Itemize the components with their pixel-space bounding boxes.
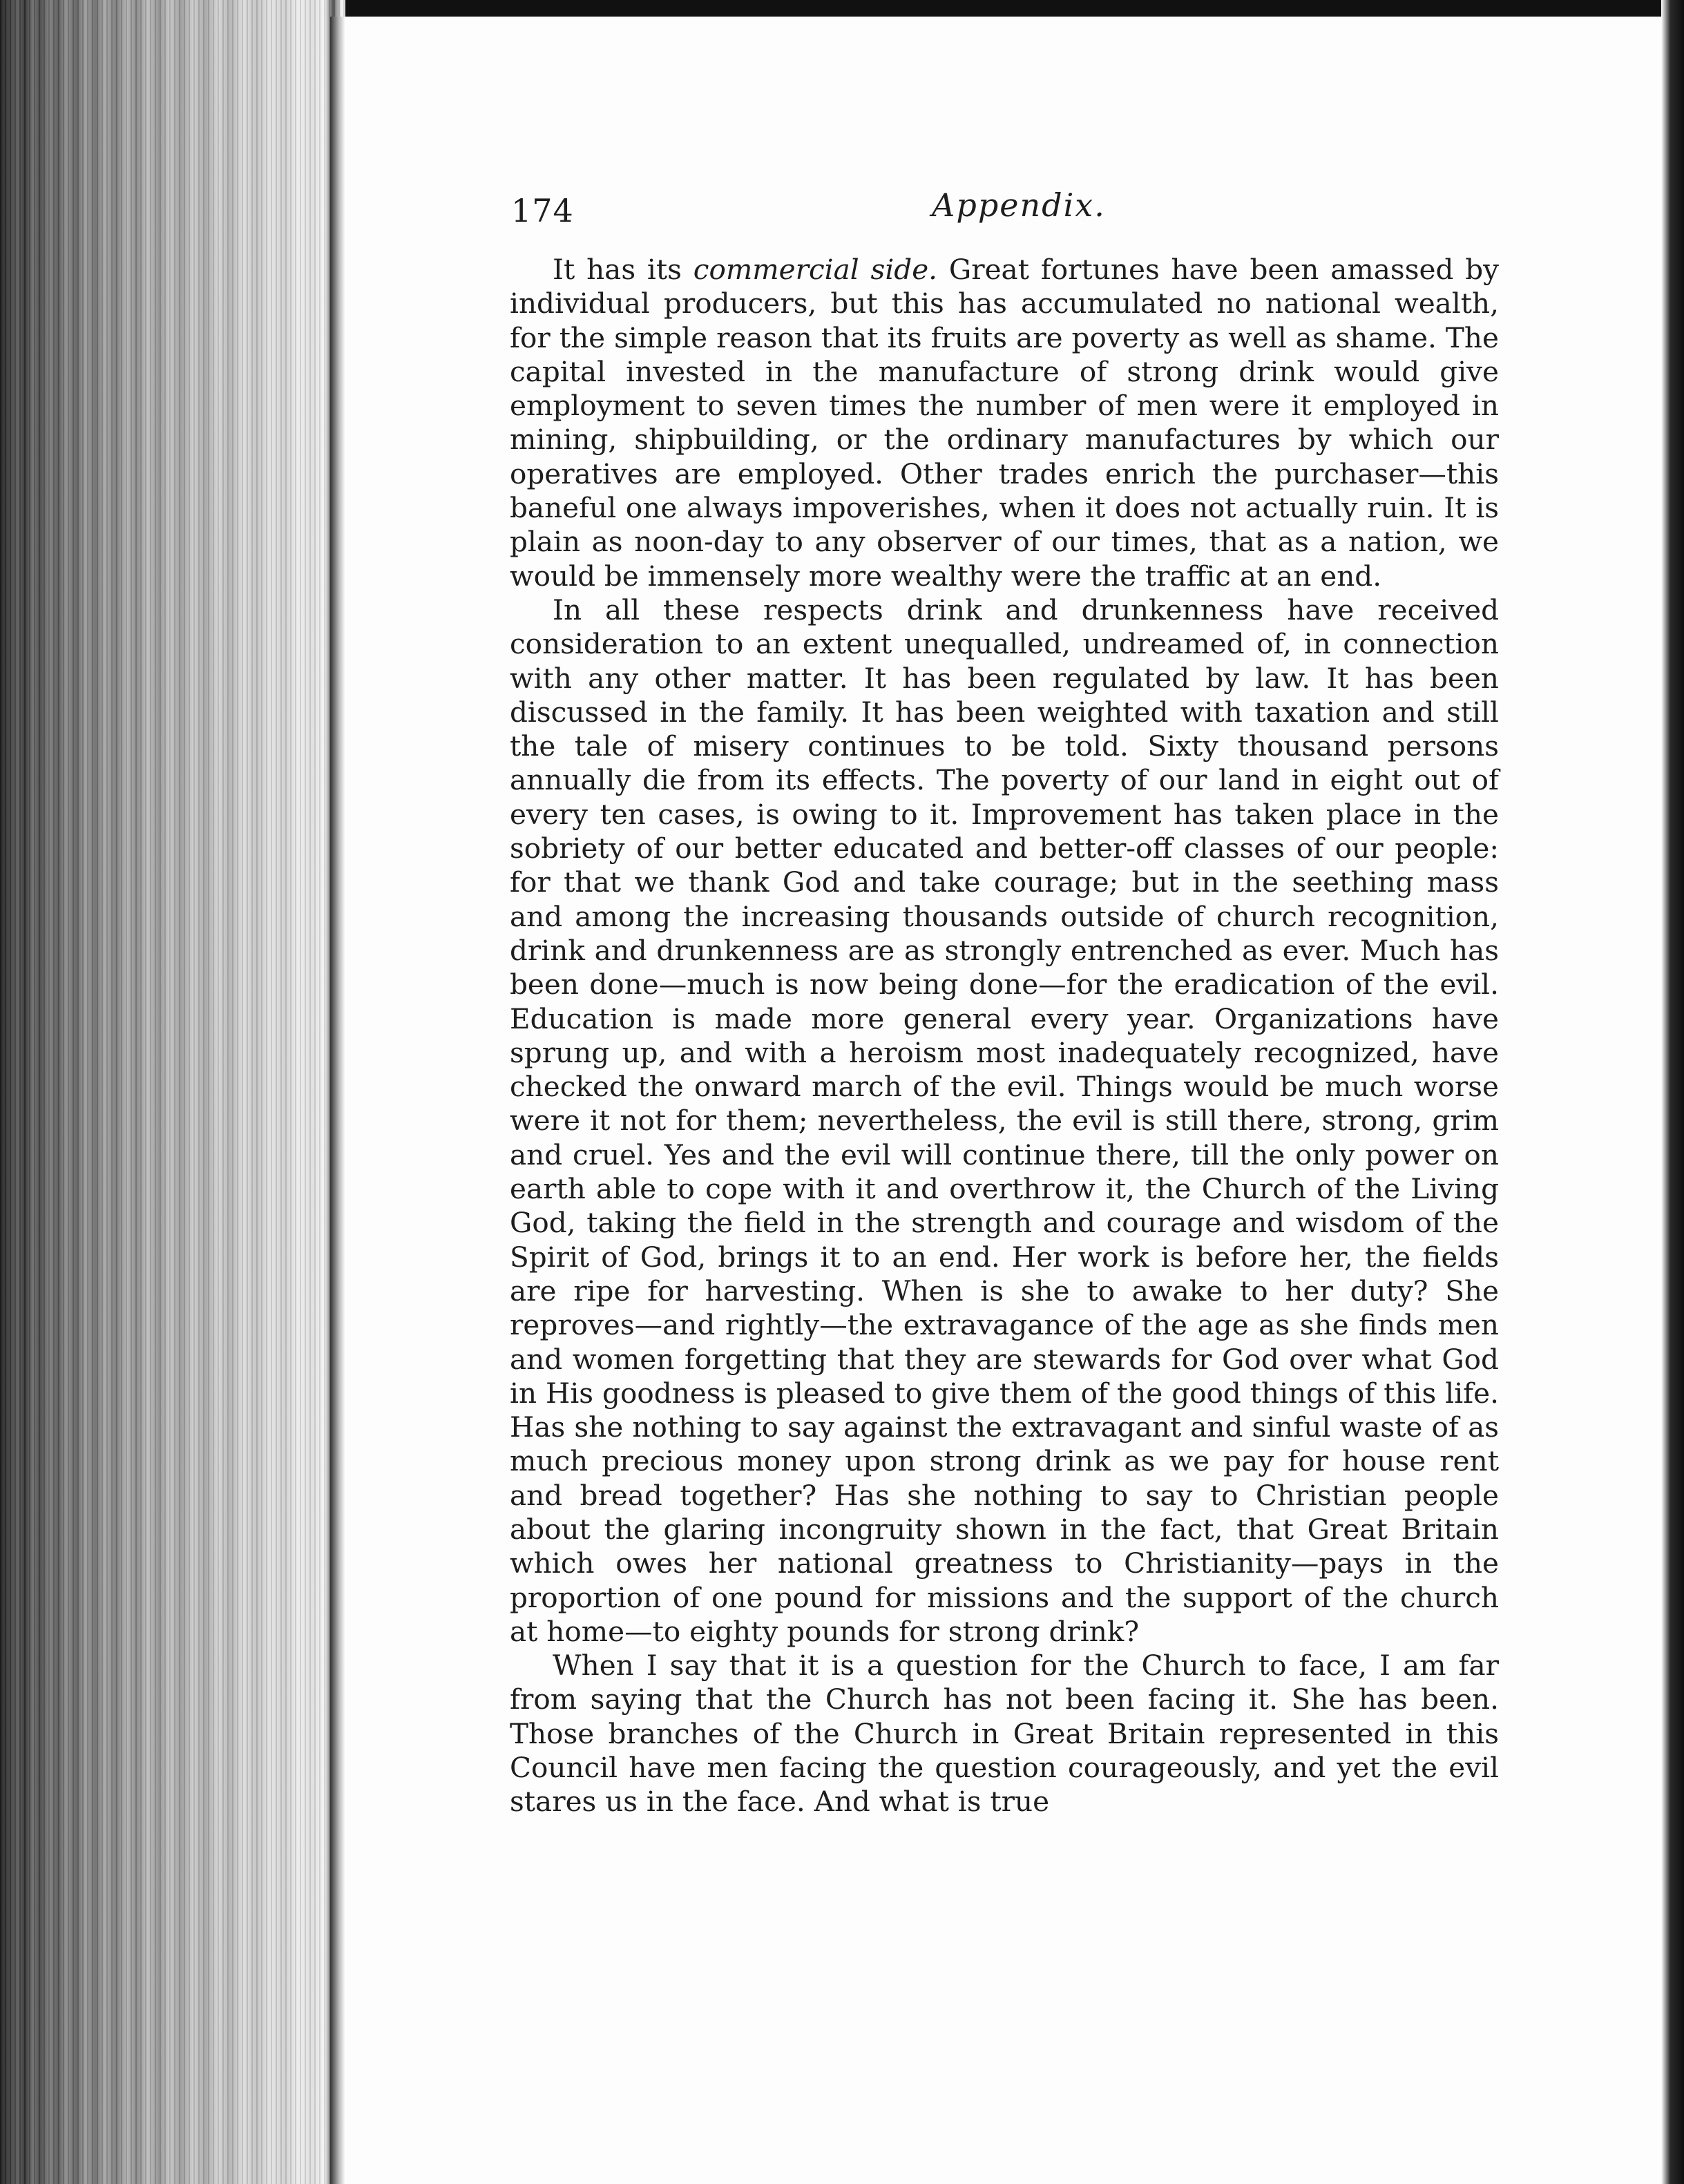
running-title: Appendix. (932, 186, 1106, 224)
paragraph-1 (510, 253, 1499, 593)
body-text (510, 253, 1499, 1819)
paragraph-1-text: Great fortunes have been amassed by individual producers, but this has accumulated no national wealth, for the simple reason that its fruits are poverty as well as shame. The capital invested in the manufacture of strong drink would give employment to seven times the number of men were it employed in mining, shipbuilding, or the ordinary manufactures by which our operatives are employed. Other trades enrich the purchaser—this baneful one always impoverishes, when it does not actually ruin. It is plain as noon-day to any observer of our times, that as a nation, we would be immensely more wealthy were the traffic at an end. (510, 253, 1500, 593)
paragraph-3: When I say that it is a question for the Church to face, I am far from saying that the Church has not been facing it. She has been. Those branches of the Church in Great Britain represented in this Council have men facing the question courageously, and yet the evil stares us in the face. And what is true (510, 1649, 1499, 1819)
paragraph-2: In all these respects drink and drunkenness have received consideration to an extent unequalled, undreamed of, in connection with any other matter. It has been regulated by law. It has been discussed in the family. It has been weighted with taxation and still the tale of misery continues to be told. Sixty thousand persons annually die from its effects. The poverty of our land in eight out of every ten cases, is owing to it. Improvement has taken place in the sobriety of our better educated and better-off classes of our people: for that we thank God and take courage; but in the seething mass and among the increasing thousands outside of church recognition, drink and drunkenness are as strongly entrenched as ever. Much has been done—much is now being done—for the eradication of the evil. Education is made more general every year. Organizations have sprung up, and with a heroism most inadequately recognized, have checked the onward march of the evil. Things would be much worse were it not for them; nevertheless, the evil is still there, strong, grim and cruel. Yes and the evil will continue there, till the only power on earth able to cope with it and overthrow it, the Church of the Living God, taking the field in the strength and courage and wisdom of the Spirit of God, brings it to an end. Her work is before her, the fields are ripe for harvesting. When is she to awake to her duty? She reproves—and rightly—the extravagance of the age as she finds men and women forgetting that they are stewards for God over what God in His goodness is pleased to give them of the good things of this life. Has she nothing to say against the extravagant and sinful waste of as much precious money upon strong drink as we pay for house rent and bread together? Has she nothing to say to Christian people about the glaring incongruity shown in the fact, that Great Britain which owes her national greatness to Christianity—pays in the proportion of one pound for missions and the support of the church at home—to eighty pounds for strong drink? (510, 593, 1499, 1648)
gutter-shadow (330, 17, 345, 2184)
running-head (511, 186, 1527, 235)
paragraph-1-lead: It has its (553, 253, 693, 286)
book-page (345, 17, 1661, 2184)
scan-right-border (1661, 0, 1684, 2184)
page-number: 174 (511, 192, 574, 229)
book-page-edges (0, 0, 345, 2184)
paragraph-1-emphasis: commercial side. (693, 253, 938, 286)
